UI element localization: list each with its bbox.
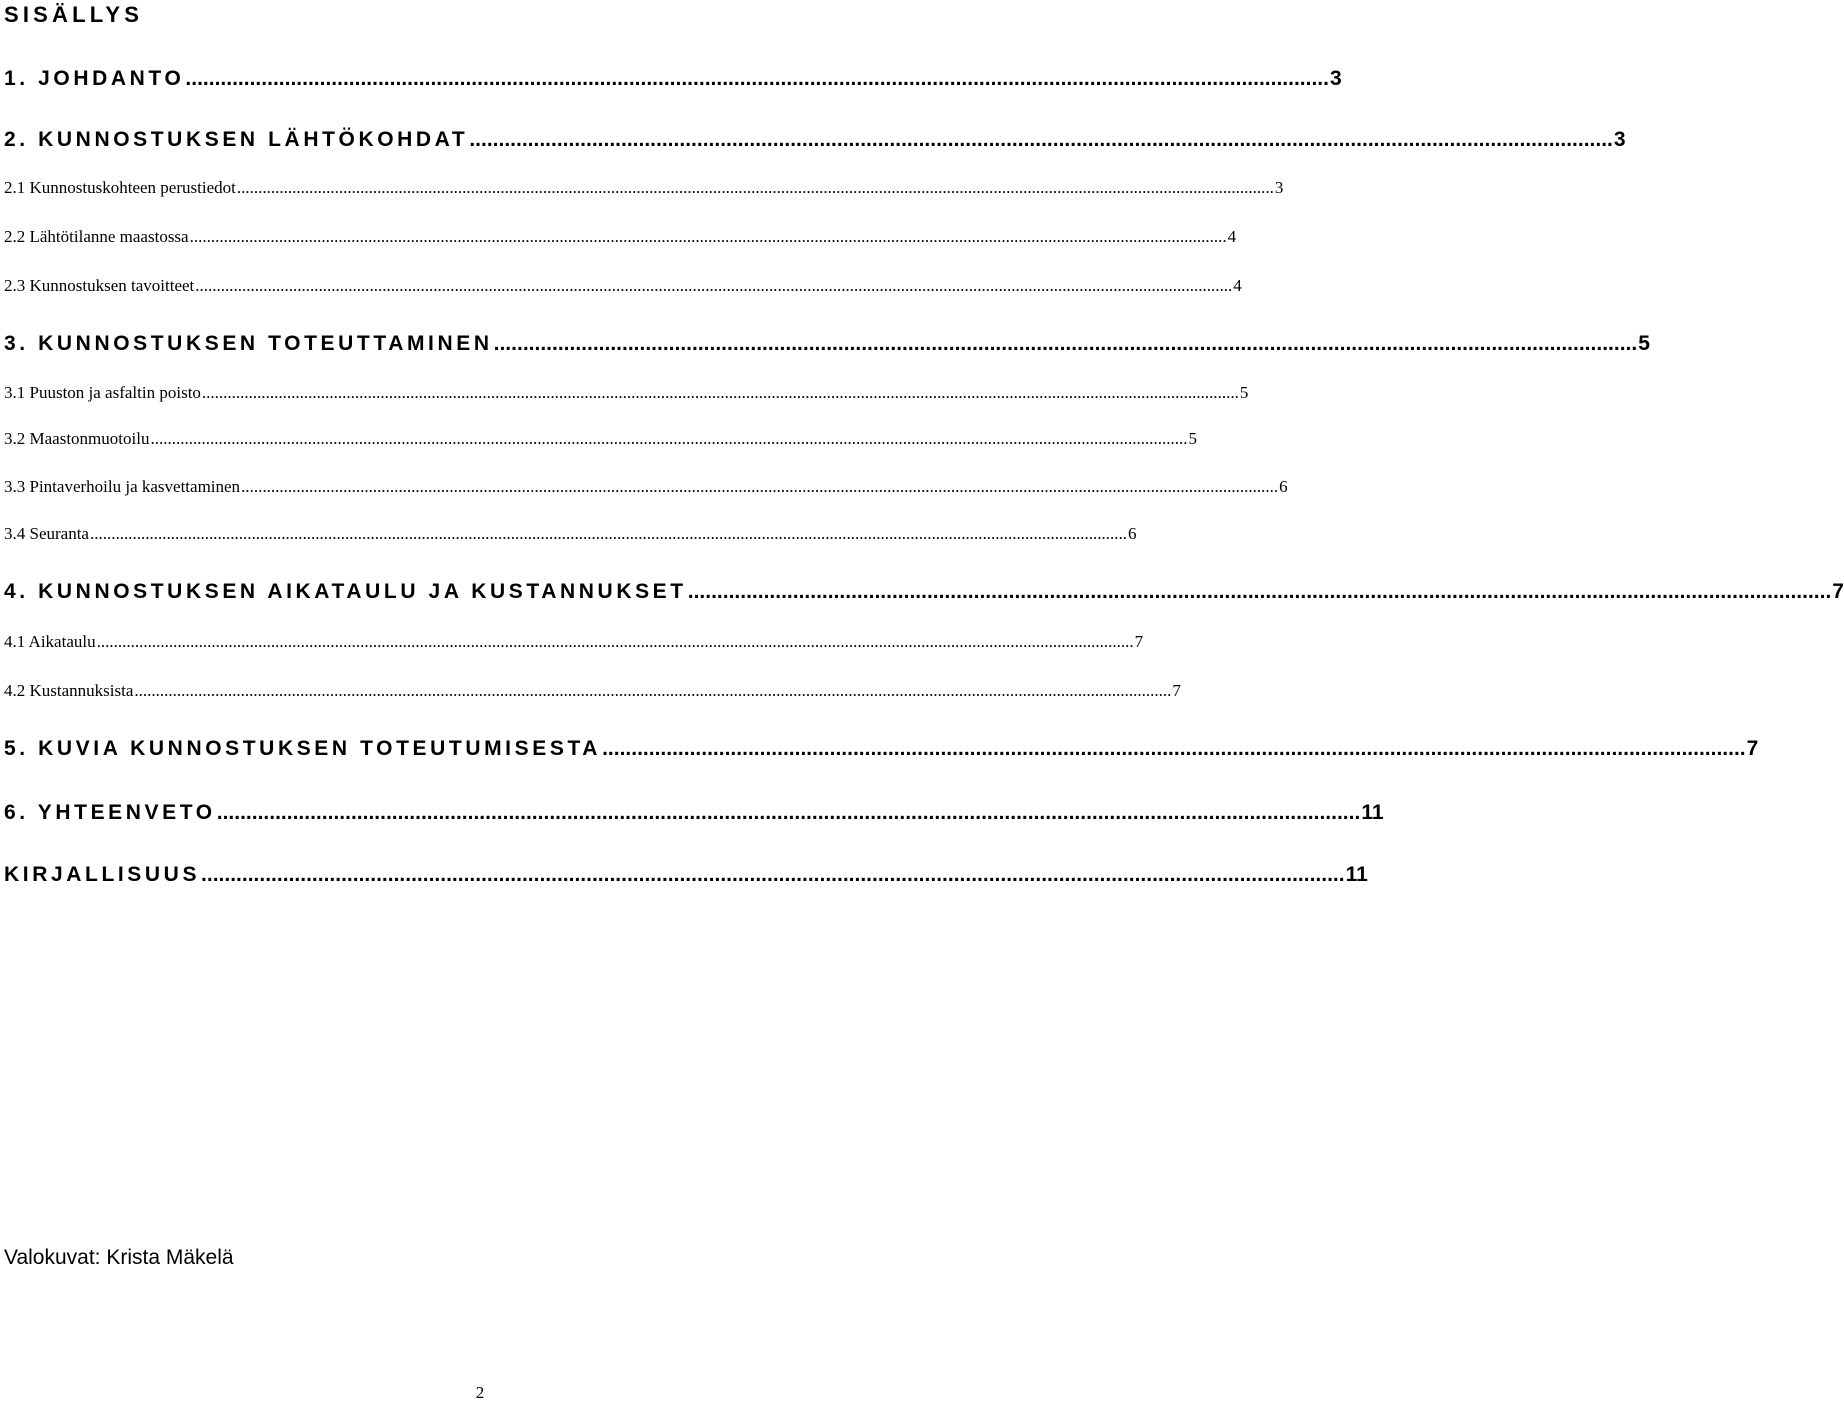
toc-entry-kustannuksista[interactable] [4, 679, 1181, 703]
dot-leader: .................................................................................................................................................................................................................................................... [201, 383, 1239, 402]
toc-entry-label: 3.3 Pintaverhoilu ja kasvettaminen [4, 477, 241, 496]
dot-leader: .................................................................................................................................................................................................................................................... [189, 227, 1227, 246]
toc-entry-label: 1. JOHDANTO [4, 67, 185, 90]
toc-entry-aikataulu[interactable] [4, 630, 1144, 654]
toc-entry-aikataulu-kustannukset[interactable] [4, 578, 1844, 606]
toc-entry-toteuttaminen[interactable] [4, 330, 1650, 358]
toc-entry-page: 4 [1227, 227, 1237, 246]
toc-entry-page: 7 [1746, 737, 1759, 760]
toc-entry-maastonmuotoilu[interactable] [4, 427, 1197, 451]
toc-entry-page: 5 [1638, 332, 1650, 355]
toc-entry-page: 11 [1361, 801, 1384, 824]
toc-entry-lahtotilanne[interactable] [4, 225, 1237, 249]
page-number: 2 [475, 1383, 485, 1402]
toc-entry-johdanto[interactable] [4, 65, 1342, 93]
toc-entry-page: 7 [1832, 580, 1844, 603]
toc-entry-yhteenveto[interactable] [4, 799, 1384, 827]
toc-entry-perustiedot[interactable] [4, 176, 1284, 200]
toc-entry-page: 4 [1233, 276, 1242, 295]
toc-entry-pintaverhoilu[interactable] [4, 475, 1288, 499]
toc-entry-label: 2.2 Lähtötilanne maastossa [4, 227, 189, 246]
toc-entry-page: 11 [1345, 863, 1368, 886]
toc-entry-kuvia[interactable] [4, 735, 1759, 763]
dot-leader: .................................................................................................................................................................................................................................................... [150, 429, 1188, 448]
toc-entry-label: 5. KUVIA KUNNOSTUKSEN TOTEUTUMISESTA [4, 737, 602, 760]
toc-entry-label: 3.1 Puuston ja asfaltin poisto [4, 383, 201, 402]
toc-entry-page: 3 [1613, 128, 1626, 151]
toc-entry-lahtokohdat[interactable] [4, 126, 1626, 154]
toc-heading: SISÄLLYS [4, 2, 144, 27]
dot-leader: .................................................................................................................................................................................................................................................... [241, 477, 1279, 496]
dot-leader: .................................................................................................................................................................................................... [216, 801, 1361, 824]
toc-entry-label: 2.1 Kunnostuskohteen perustiedot [4, 178, 236, 197]
toc-entry-tavoitteet[interactable] [4, 274, 1242, 298]
toc-entry-kirjallisuus[interactable] [4, 861, 1368, 889]
toc-entry-page: 7 [1172, 681, 1181, 700]
dot-leader: .................................................................................................................................................................................................... [602, 737, 1746, 760]
toc-entry-label: 2.3 Kunnostuksen tavoitteet [4, 276, 195, 295]
dot-leader: .................................................................................................................................................................................................................................................... [89, 524, 1127, 543]
toc-entry-label: 4. KUNNOSTUKSEN AIKATAULU JA KUSTANNUKSET [4, 580, 687, 603]
toc-entry-label: 3.4 Seuranta [4, 524, 89, 543]
toc-entry-label: 6. YHTEENVETO [4, 801, 216, 824]
dot-leader: .................................................................................................................................................................................................... [201, 863, 1345, 886]
dot-leader: .................................................................................................................................................................................................................................................... [134, 681, 1172, 700]
dot-leader: .................................................................................................................................................................................................... [493, 332, 1638, 355]
dot-leader: .................................................................................................................................................................................................... [687, 580, 1832, 603]
dot-leader: .................................................................................................................................................................................................................................................... [236, 178, 1274, 197]
toc-entry-label: 4.2 Kustannuksista [4, 681, 134, 700]
toc-entry-label: KIRJALLISUUS [4, 863, 201, 886]
toc-entry-label: 3.2 Maastonmuotoilu [4, 429, 150, 448]
toc-entry-seuranta[interactable] [4, 522, 1137, 546]
toc-entry-label: 2. KUNNOSTUKSEN LÄHTÖKOHDAT [4, 128, 469, 151]
dot-leader: .................................................................................................................................................................................................... [469, 128, 1613, 151]
toc-entry-poisto[interactable] [4, 381, 1249, 405]
toc-entry-page: 6 [1279, 477, 1288, 496]
toc-entry-page: 5 [1239, 383, 1249, 402]
toc-entry-page: 5 [1188, 429, 1197, 448]
toc-entry-page: 7 [1134, 632, 1144, 651]
toc-entry-page: 6 [1127, 524, 1137, 543]
toc-entry-page: 3 [1274, 178, 1284, 197]
dot-leader: .................................................................................................................................................................................................................................................... [195, 276, 1233, 295]
toc-entry-label: 3. KUNNOSTUKSEN TOTEUTTAMINEN [4, 332, 493, 355]
dot-leader: .................................................................................................................................................................................................... [185, 67, 1329, 90]
photo-credit: Valokuvat: Krista Mäkelä [4, 1246, 234, 1269]
toc-entry-label: 4.1 Aikataulu [4, 632, 96, 651]
toc-entry-page: 3 [1329, 67, 1342, 90]
dot-leader: .................................................................................................................................................................................................................................................... [96, 632, 1134, 651]
